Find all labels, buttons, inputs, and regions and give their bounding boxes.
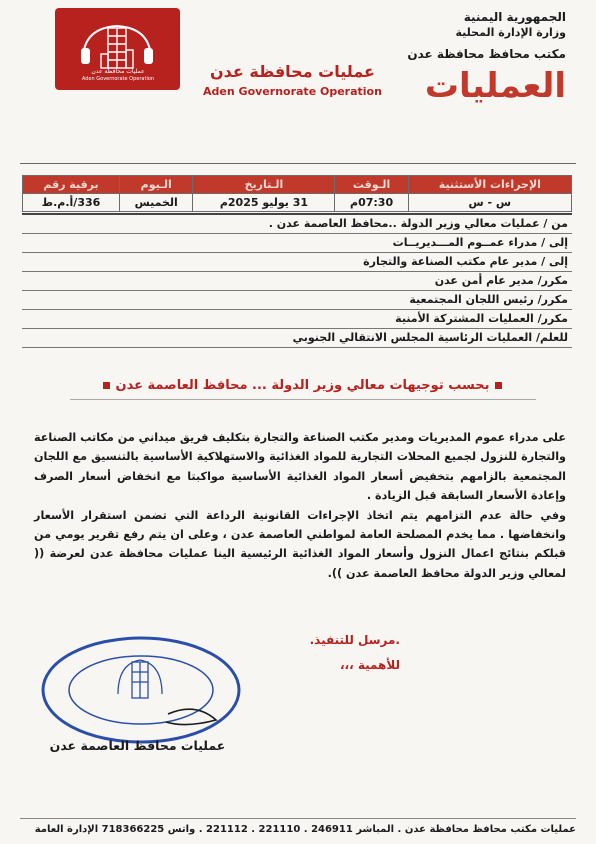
ministry-name: وزارة الإدارة المحلية (455, 26, 566, 39)
body-paragraph-1: على مدراء عموم المديريات ومدير مكتب الصناعة والتجارة بتكليف فريق ميداني من مكاتب الصناعة والتجارة للنزول لجميع المحلات التجارية للمواد الغذائية والاستهلاكية الأساسية بالتنسيق مع اللجان المجتمعية بالزامهم بتخفيض أسعار المواد الغذائية الأساسية مواكبتا مع انخفاض أسعار الصرف وإعادة الأسعار السابقة قبل الزيادة . (34, 431, 566, 503)
official-stamp (36, 632, 246, 752)
recipient-item: مكرر/ العمليات المشتركة الأمنية (22, 310, 572, 329)
letter-body (34, 428, 566, 583)
header-divider (20, 163, 576, 164)
telegram-meta-table (22, 175, 572, 212)
closing-note (260, 628, 400, 678)
meta-header-row (23, 176, 572, 194)
bullet-square-icon (103, 382, 110, 389)
logo-caption-english: Aden Governorate Operation (81, 76, 155, 82)
meta-value-row (23, 194, 572, 212)
org-name-english: Aden Governorate Operation (203, 85, 382, 98)
logo-caption-arabic: عمليات محافظة عدن (91, 68, 145, 75)
office-name: مكتب محافظ محافظة عدن (407, 47, 566, 61)
recipient-item: مكرر/ مدير عام أمن عدن (22, 272, 572, 291)
republic-name: الجمهورية اليمنية (463, 10, 566, 24)
recipient-item: إلى / مدير عام مكتب الصناعة والتجارة (22, 253, 572, 272)
footer-divider (20, 818, 576, 819)
meta-header-date: الـتاريخ (193, 176, 335, 194)
meta-date: 31 يوليو 2025م (193, 194, 335, 212)
meta-header-day: الـيوم (119, 176, 193, 194)
meta-header-procedures: الإجراءات الأستثنية (408, 176, 571, 194)
recipient-from: من / عمليات معالي وزير الدولة ..محافظ العاصمة عدن . (22, 213, 572, 234)
meta-header-time: الـوقت (335, 176, 408, 194)
directive-title-text: بحسب توجيهات معالي وزير الدولة ... محافظ العاصمة عدن (115, 378, 490, 393)
meta-day: الخميس (119, 194, 193, 212)
bullet-square-icon (495, 382, 502, 389)
body-paragraph-2: وفي حالة عدم التزامهم يتم اتخاذ الإجراءات القانونية الرداعة التي تضمن استقرار الأسعار وانخفاضها . مما يخدم المصلحة العامة لمواطني العاصمة عدن ، وعلى ان يتم رفع تقرير يومي من قبلكم بنتائج اعمال النزول وأسعار المواد الغذائية الرئيسية الينا عمليات محافظة عدن لعرضة (( لمعالي وزير الدولة محافظ العاصمة عدن )). (34, 508, 566, 580)
org-name-arabic: عمليات محافظة عدن (210, 62, 375, 81)
stamp-signature-label: عمليات محافظ العاصمة عدن (49, 738, 226, 753)
directive-title (60, 378, 545, 393)
title-underline (70, 399, 536, 400)
department-title: العمليات (424, 66, 566, 106)
closing-line-1: .مرسل للتنفيذ. (309, 633, 400, 647)
meta-header-number: برقية رقم (23, 176, 120, 194)
recipients-list (22, 213, 572, 348)
recipient-item: للعلم/ العمليات الرئاسية المجلس الانتقالي الجنوبي (22, 329, 572, 348)
recipient-item: إلى / مدراء عمــوم المـــديريــات (22, 234, 572, 253)
meta-number: 336/أ.م.ط (23, 194, 120, 212)
letterhead-right (356, 10, 566, 106)
footer-contact: عمليات مكتب محافظ محافظة عدن . المباشر 246911 . 221110 . 221112 . واتس 718366225 الإدارة العامة (34, 824, 576, 835)
closing-line-2: للأهمية ،،، (339, 658, 400, 672)
meta-time: 07:30م (335, 194, 408, 212)
meta-procedures: س - س (408, 194, 571, 212)
recipient-item: مكرر/ رئيس اللجان المجتمعية (22, 291, 572, 310)
